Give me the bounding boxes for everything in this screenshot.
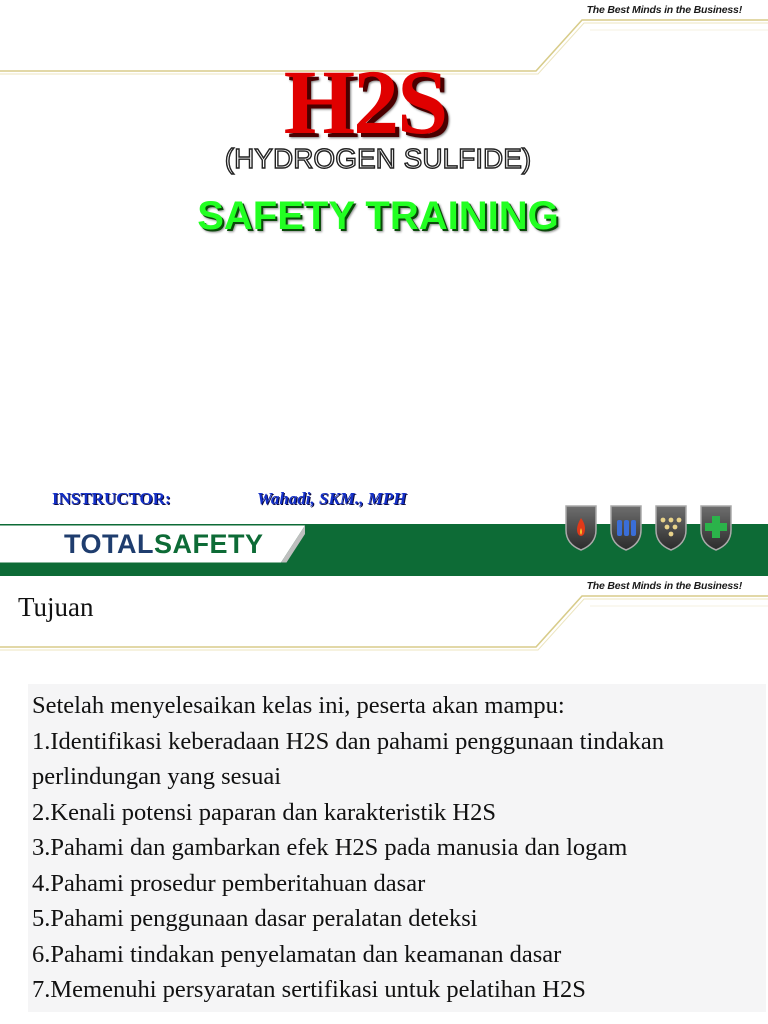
list-item: 3.Pahami dan gambarkan efek H2S pada manusia dan logam: [32, 834, 628, 861]
list-item: 6.Pahami tindakan penyelamatan dan keamanan dasar: [32, 940, 562, 968]
company-logo: [64, 527, 264, 561]
list-item: 5.Pahami penggunaan dasar peralatan deteksi: [32, 905, 478, 932]
list-item: 2.Kenali potensi paparan dan karakteristik H2S: [32, 798, 497, 826]
logo-safety-text: SAFETY: [154, 529, 264, 559]
medical-cross-shield-icon: [701, 506, 731, 550]
objectives-list: [32, 688, 766, 1008]
logo-total-text: TOTAL: [64, 529, 154, 559]
list-item: 1.Identifikasi keberadaan H2S dan pahami penggunaan tindakan perlindungan yang sesuai: [32, 727, 665, 790]
shower-shield-icon: [656, 506, 686, 550]
training-heading: SAFETY TRAINING: [197, 194, 559, 238]
objectives-slide: [0, 576, 768, 1024]
list-item: Setelah menyelesaikan kelas ini, peserta akan mampu:: [32, 692, 565, 719]
page-title: H2S: [283, 51, 447, 153]
subtitle: (HYDROGEN SULFIDE): [224, 143, 532, 174]
instructor-label: INSTRUCTOR:: [52, 489, 171, 508]
tagline: The Best Minds in the Business!: [586, 580, 742, 592]
service-shields: [562, 500, 742, 552]
gas-cylinder-shield-icon: [611, 506, 641, 550]
list-item: 4.Pahami prosedur pemberitahuan dasar: [32, 869, 426, 897]
instructor-name: Wahadi, SKM., MPH: [257, 489, 407, 508]
slide-title: Tujuan: [18, 592, 94, 622]
tagline: The Best Minds in the Business!: [586, 4, 742, 16]
fire-shield-icon: [566, 506, 596, 550]
list-item: 7.Memenuhi persyaratan sertifikasi untuk pelatihan H2S: [32, 976, 586, 1003]
